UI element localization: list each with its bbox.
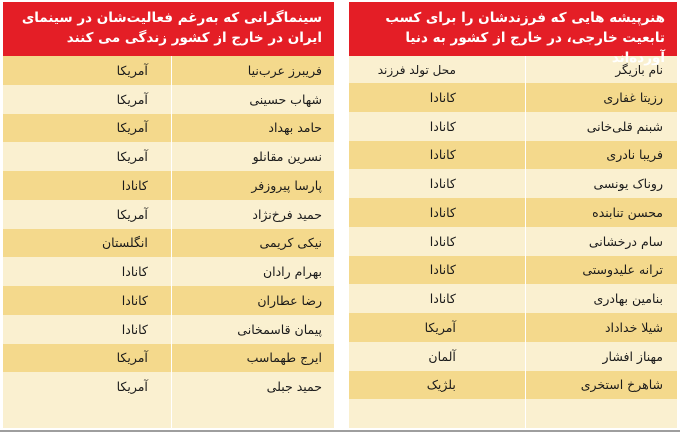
children-born-abroad-table [349,2,677,428]
table-row [3,344,334,373]
left-table-body [3,56,334,401]
table-row [349,227,677,256]
country-cell: آمریکا [424,319,456,335]
country-cell: کانادا [429,204,456,220]
name-cell: بنامین بهادری [593,291,663,307]
country-cell: آمریکا [116,350,148,366]
name-cell: روناک یونسی [593,176,663,192]
filmmakers-living-abroad-table [3,2,334,428]
country-cell: کانادا [429,118,456,134]
name-cell: نیکی کریمی [259,235,322,251]
country-cell: آمریکا [116,62,148,78]
right-table-title: هنرپیشه هایی که فرزندشان را برای کسب تابعیت خارجی، در خارج از کشور به دنیا آورده‌اند [349,2,677,56]
name-cell: حمید جبلی [266,379,322,395]
country-cell: آلمان [428,348,456,364]
name-cell: حامد بهداد [268,120,322,136]
name-cell: محسن تنابنده [592,204,663,220]
country-cell: کانادا [429,262,456,278]
table-row [3,372,334,401]
name-cell: پیمان قاسمخانی [237,321,322,337]
table-row [3,142,334,171]
table-row [3,315,334,344]
country-cell: انگلستان [101,235,148,251]
country-cell: آمریکا [116,91,148,107]
table-row [349,284,677,313]
name-cell: مهناز افشار [602,348,663,364]
country-cell: کانادا [429,233,456,249]
table-row [3,85,334,114]
table-row [3,286,334,315]
name-cell: فریبا نادری [606,147,663,163]
name-cell: نسرین مقانلو [252,149,322,165]
left-table-title: سینماگرانی که به‌رغم فعالیت‌شان در سینمای ایران در خارج از کشور زندگی می کنند [3,2,334,56]
table-row [349,198,677,227]
table-row [349,83,677,112]
country-cell: آمریکا [116,149,148,165]
column-divider [525,56,526,428]
country-cell: کانادا [121,264,148,280]
table-row [349,112,677,141]
name-cell: فریبرز عرب‌نیا [247,62,322,78]
country-cell: کانادا [121,292,148,308]
table-row [349,169,677,198]
country-cell: کانادا [429,291,456,307]
table-row [3,56,334,85]
table-row [3,257,334,286]
right-table-body [349,83,677,399]
table-row [3,114,334,143]
country-cell: کانادا [429,176,456,192]
column-header-actor-name: نام بازیگر [615,62,663,77]
name-cell: حمید فرخ‌نژاد [252,206,322,222]
table-row [349,313,677,342]
country-cell: آمریکا [116,379,148,395]
name-cell: شهاب حسینی [249,91,322,107]
table-row [3,229,334,258]
name-cell: شیلا خداداد [604,319,663,335]
name-cell: بهرام رادان [262,264,322,280]
country-cell: بلژیک [426,377,456,393]
name-cell: شاهرخ استخری [580,377,663,393]
country-cell: کانادا [429,147,456,163]
table-row [3,200,334,229]
table-row [349,256,677,285]
name-cell: رزیتا غفاری [603,89,663,105]
country-cell: کانادا [121,321,148,337]
country-cell: آمریکا [116,120,148,136]
name-cell: شبنم قلی‌خانی [586,118,663,134]
name-cell: ترانه علیدوستی [582,262,663,278]
column-divider [171,56,172,428]
country-cell: کانادا [121,177,148,193]
name-cell: سام درخشانی [588,233,663,249]
name-cell: پارسا پیروزفر [251,177,322,193]
name-cell: ایرج طهماسب [246,350,322,366]
column-header-birthplace: محل تولد فرزند [377,62,456,77]
bottom-rule [0,430,680,432]
country-cell: آمریکا [116,206,148,222]
table-row [349,371,677,400]
table-row [349,342,677,371]
table-row [3,171,334,200]
name-cell: رضا عطاران [257,292,322,308]
table-row [349,141,677,170]
country-cell: کانادا [429,89,456,105]
